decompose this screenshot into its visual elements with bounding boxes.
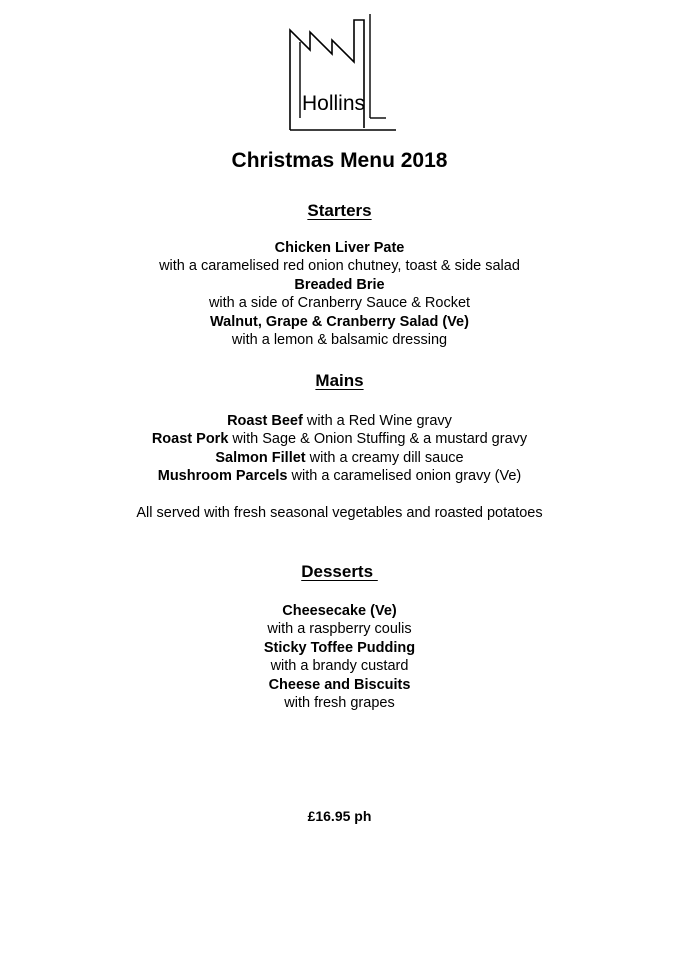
mains-heading: Mains xyxy=(315,371,364,390)
starter-name: Breaded Brie xyxy=(294,276,385,293)
main-item xyxy=(0,430,679,448)
dessert-desc: with a raspberry coulis xyxy=(267,621,412,638)
dessert-desc: with a brandy custard xyxy=(270,658,409,675)
starter-desc: with a side of Cranberry Sauce & Rocket xyxy=(208,295,471,312)
hollins-logo xyxy=(286,10,398,132)
mill-chimney-logo-icon xyxy=(286,10,398,132)
starters-heading: Starters xyxy=(307,201,372,220)
desserts-heading: Desserts xyxy=(301,562,378,581)
main-desc: with a creamy dill sauce xyxy=(305,449,464,466)
logo-text: Hollins xyxy=(302,92,366,115)
mains-list xyxy=(0,412,679,486)
main-name: Salmon Fillet xyxy=(215,449,306,466)
starters-list xyxy=(0,239,679,349)
main-item xyxy=(0,412,679,430)
main-desc: with Sage & Onion Stuffing & a mustard gravy xyxy=(228,431,528,448)
main-item xyxy=(0,467,679,485)
dessert-desc: with fresh grapes xyxy=(284,695,395,712)
starter-name: Chicken Liver Pate xyxy=(274,240,405,256)
main-name: Roast Pork xyxy=(151,431,229,448)
desserts-list xyxy=(0,602,679,712)
dessert-name: Sticky Toffee Pudding xyxy=(263,639,416,656)
page-title: Christmas Menu 2018 xyxy=(231,149,448,172)
main-name: Roast Beef xyxy=(227,413,303,429)
dessert-name: Cheesecake (Ve) xyxy=(282,603,397,619)
main-desc: with a Red Wine gravy xyxy=(302,413,452,429)
mains-note: All served with fresh seasonal vegetables and roasted potatoes xyxy=(136,505,543,521)
price: £16.95 ph xyxy=(307,808,372,824)
main-name: Mushroom Parcels xyxy=(157,468,288,485)
starter-name: Walnut, Grape & Cranberry Salad (Ve) xyxy=(210,313,469,330)
main-desc: with a caramelised onion gravy (Ve) xyxy=(287,468,522,485)
dessert-name: Cheese and Biscuits xyxy=(268,676,411,693)
starter-desc: with a caramelised red onion chutney, toast & side salad xyxy=(159,258,520,275)
starter-desc: with a lemon & balsamic dressing xyxy=(231,332,448,349)
main-item xyxy=(0,449,679,467)
